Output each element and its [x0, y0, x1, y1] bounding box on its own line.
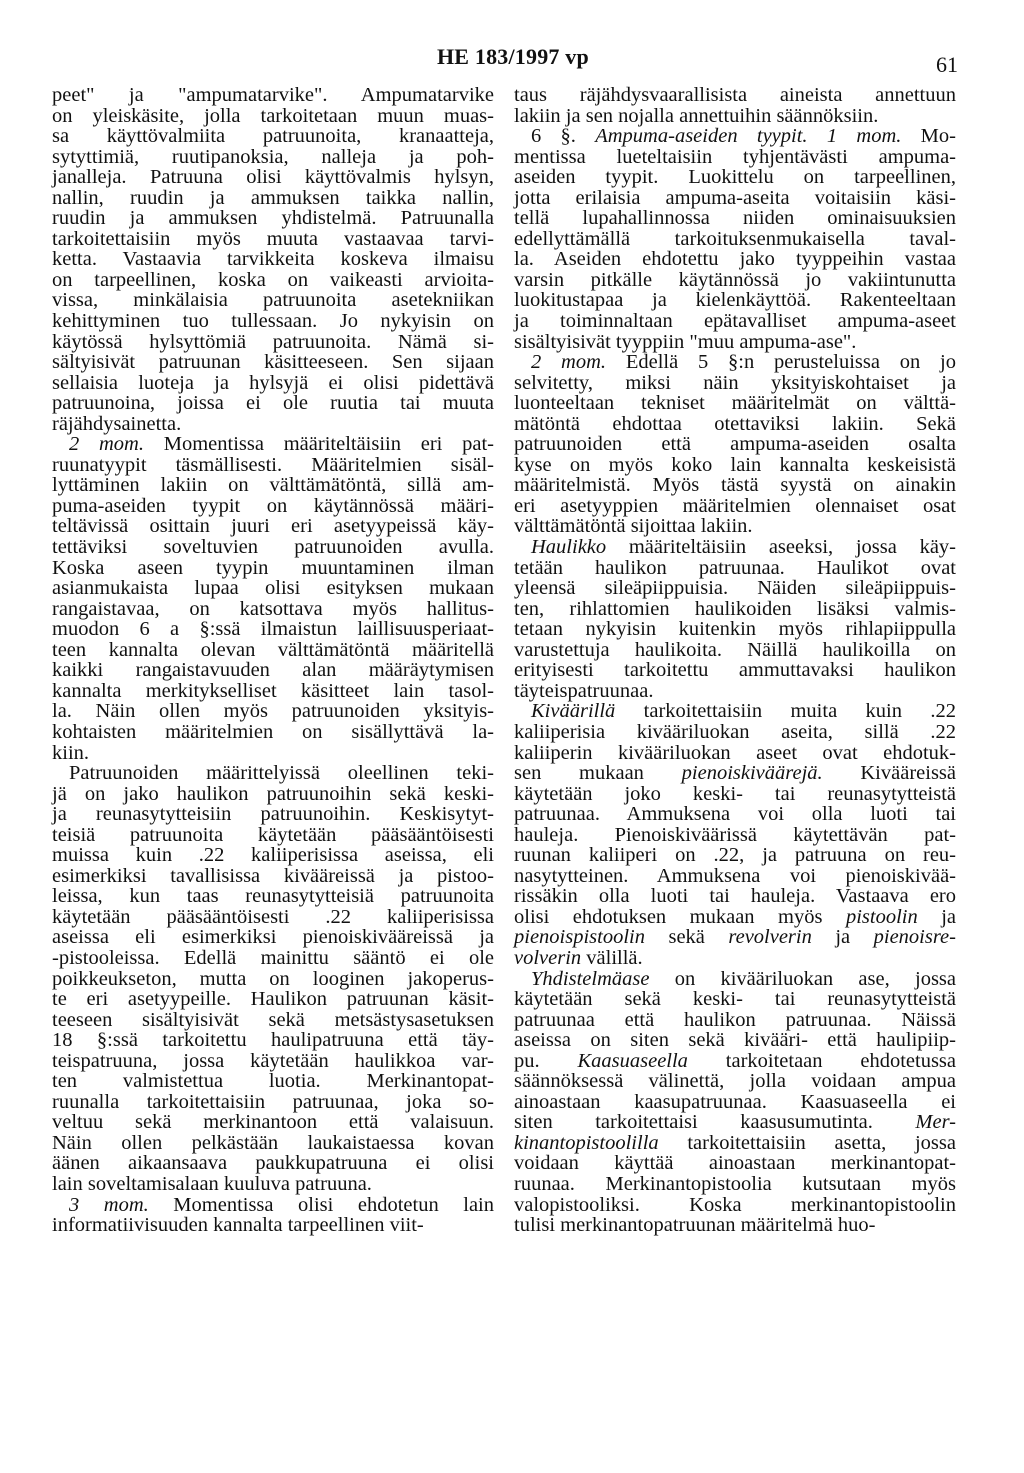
text-line [514, 845, 956, 866]
text-line [52, 1030, 494, 1051]
text-run: hauleja. Pienoiskiväärissä käytettävän pat- [514, 823, 956, 846]
text-run: teispatruuna, jossa käytetään haulikkoa var- [52, 1049, 494, 1072]
page-header [0, 44, 1024, 84]
text-run: -pistooleissa. Edellä mainittu sääntö ei ole [52, 946, 494, 969]
text-run: tarkoitettaisiin asetta, jossa [658, 1131, 956, 1154]
text-run: äänen aikaansaava paukkupatruuna ei olisi [52, 1152, 494, 1175]
text-line [52, 907, 494, 928]
text-line [514, 496, 956, 517]
text-line [514, 1133, 956, 1154]
text-run: patruunaa että haulikon patruunaa. Näissä [514, 1008, 956, 1031]
text-line [514, 927, 956, 948]
text-run: sytyttimiä, ruutipanoksia, nalleja ja poh- [52, 145, 494, 168]
text-run: pu. [514, 1049, 578, 1072]
text-line [514, 1153, 956, 1174]
text-run: Kivääreissä [822, 762, 956, 785]
text-line [514, 804, 956, 825]
text-run: sekä [644, 926, 729, 949]
text-line [52, 825, 494, 846]
text-run: la. Aseiden ehdotettu jako tyyppeihin vastaa [514, 248, 956, 271]
text-line [514, 270, 956, 291]
left-text-column [52, 85, 494, 1236]
text-run: selvitetty, miksi näin yksityiskohtaiset ja [514, 371, 956, 394]
text-line [52, 147, 494, 168]
text-line [514, 1215, 956, 1236]
text-line [514, 907, 956, 928]
text-run: puma-aseiden tyypit on käytännössä määri- [52, 494, 494, 517]
text-run: luokitustapaa ja kielenkäyttöä. Rakenteeltaan [514, 289, 956, 312]
italic-run: 2 mom. [531, 351, 607, 374]
text-run: käytetään sekä keski- tai reunasytytteistä [514, 988, 956, 1011]
right-text-column [514, 85, 956, 1236]
text-line [514, 681, 956, 702]
text-line [514, 229, 956, 250]
text-run: 18 §:ssä tarkoitettu haulipatruuna että täy- [52, 1029, 494, 1052]
text-run: räjähdysainetta. [52, 412, 182, 435]
italic-run: kinantopistoolilla [514, 1131, 659, 1154]
text-line [52, 845, 494, 866]
text-line [514, 188, 956, 209]
text-line [52, 290, 494, 311]
text-run: ja toiminnaltaan epätavalliset ampuma-aseet [514, 310, 956, 333]
text-line [514, 1030, 956, 1051]
text-line [52, 496, 494, 517]
text-line [52, 1051, 494, 1072]
text-line [52, 229, 494, 250]
text-line [52, 804, 494, 825]
text-run: Mo- [901, 125, 956, 148]
text-run: kyse on myös koko lain kannalta keskeisistä [514, 453, 956, 476]
italic-run: Yhdistelmäase [531, 967, 650, 990]
text-line [52, 352, 494, 373]
text-run: välttämätöntä sijoittaa lakiin. [514, 515, 753, 538]
italic-run: pienoiskiväärejä. [681, 762, 823, 785]
text-line [514, 825, 956, 846]
text-run: varustettuja haulikoita. Näillä haulikoilla on [514, 638, 956, 661]
text-run: ten, rihlattomien haulikoiden lisäksi valmis- [514, 597, 956, 620]
text-run: erityisesti tarkoitettu ammuttavaksi haulikon [514, 659, 956, 682]
italic-run: Ampuma-aseiden tyypit. 1 mom. [595, 125, 902, 148]
text-line [52, 373, 494, 394]
text-run: tellä lupahallinnossa niiden ominaisuuksien [514, 207, 956, 230]
text-line [52, 311, 494, 332]
text-line [52, 660, 494, 681]
text-line [514, 1174, 956, 1195]
text-line [52, 208, 494, 229]
text-run: patruunaa. Ammuksena voi olla luoti tai [514, 803, 956, 826]
text-run: sen mukaan [514, 762, 682, 785]
text-line [52, 866, 494, 887]
text-run: te eri asetyypeille. Haulikon patruunan käsit- [52, 988, 494, 1011]
text-run: lakiin ja sen nojalla annettuihin säännöksiin. [514, 104, 879, 127]
text-run: ruunalla tarkoitettaisiin patruunaa, joka so- [52, 1090, 494, 1113]
text-run: Koska aseen tyypin muuntaminen ilman [52, 556, 494, 579]
text-line [52, 106, 494, 127]
text-line [514, 352, 956, 373]
text-run: mentissa lueteltaisiin tyhjentävästi ampuma- [514, 145, 956, 168]
text-run: sältyisivät patruunan käsitteeseen. Sen sijaan [52, 351, 494, 374]
text-run: patruunoiden että ampuma-aseiden osalta [514, 433, 956, 456]
text-line [514, 434, 956, 455]
text-run: janalleja. Patruuna olisi käyttövalmis hylsyn, [52, 166, 494, 189]
italic-run: pistoolin [845, 905, 918, 928]
text-run: lain soveltamisalaan kuuluva patruuna. [52, 1172, 372, 1195]
text-line [514, 1195, 956, 1216]
text-run: peet" ja "ampumatarvike". Ampumatarvike [52, 84, 494, 106]
text-line [52, 989, 494, 1010]
text-run: luonteeltaan tekniset määritelmät on välttä- [514, 392, 956, 415]
text-line [514, 599, 956, 620]
text-run: Momentissa määriteltäisiin eri pat- [144, 433, 494, 456]
text-line [514, 886, 956, 907]
text-line [52, 455, 494, 476]
text-run: 6 §. [531, 125, 596, 148]
text-line [52, 1112, 494, 1133]
text-line [514, 558, 956, 579]
text-line [52, 434, 494, 455]
text-run: poikkeukseton, mutta on looginen jakoperus- [52, 967, 494, 990]
text-run: kaikki rangaistavuuden alan määräytymisen [52, 659, 494, 682]
text-line [52, 969, 494, 990]
text-run: on tarpeellinen, koska on vaikeasti arvioita- [52, 268, 494, 291]
italic-run: pienoispistoolin [514, 926, 645, 949]
text-line [514, 619, 956, 640]
text-run: aseiden tyypit. Luokittelu on tarpeellinen, [514, 166, 956, 189]
text-line [52, 763, 494, 784]
text-line [514, 393, 956, 414]
text-line [52, 927, 494, 948]
text-run: rissäkin olla luoti tai hauleja. Vastaava ero [514, 885, 956, 908]
text-line [514, 475, 956, 496]
text-line [52, 722, 494, 743]
text-run: taus räjähdysvaarallisista aineista annettuun [514, 84, 956, 106]
text-run: kaliiperisia kivääriluokan aseita, sillä .22 [514, 720, 956, 743]
text-run: tarkoitettaisiin myös muuta vastaavaa tarvi- [52, 227, 494, 250]
text-run: kohtaisten määritelmien on sisällyttävä la- [52, 720, 494, 743]
text-run: muodon 6 a §:ssä ilmaistun laillisuusperiaat- [52, 618, 494, 641]
text-run: edellyttämällä tarkoituksenmukaisella taval- [514, 227, 956, 250]
text-run: sellaisia luoteja ja hylsyjä ei olisi pidettävä [52, 371, 494, 394]
text-run: ainoastaan kaasupatruunaa. Kaasuaseella ei [514, 1090, 956, 1113]
text-line [52, 1195, 494, 1216]
text-run: on kivääriluokan ase, jossa [649, 967, 956, 990]
text-run: aseissa eli esimerkiksi pienoiskivääreissä ja [52, 926, 494, 949]
text-line [52, 948, 494, 969]
text-run: ja [811, 926, 874, 949]
text-run: veltuu sekä merkinantoon että valaisuun. [52, 1111, 494, 1134]
document-id: HE 183/1997 vp [437, 44, 589, 69]
text-line [52, 743, 494, 764]
text-line [52, 85, 494, 106]
text-line [514, 866, 956, 887]
text-line [514, 763, 956, 784]
text-run: jä on jako haulikon patruunoihin sekä keski- [52, 782, 494, 805]
text-run: on yleiskäsite, jolla tarkoitetaan muun muas- [52, 104, 494, 127]
text-run: voidaan käyttää ainoastaan merkinantopat- [514, 1152, 956, 1175]
text-run: Momentissa olisi ehdotetun lain [148, 1193, 494, 1216]
text-run: nallin, ruudin ja ammuksen taikka nallin, [52, 186, 494, 209]
text-line [514, 126, 956, 147]
text-line [52, 619, 494, 640]
text-line [52, 516, 494, 537]
text-run: siten tarkoitettaisi kaasusumutinta. [514, 1111, 916, 1134]
text-run: säännöksessä välinettä, jolla voidaan ampua [514, 1070, 956, 1093]
text-line [514, 373, 956, 394]
italic-run: Kiväärillä [531, 700, 616, 723]
text-line [514, 969, 956, 990]
text-run: jotta erilaisia ampuma-aseita voitaisiin käsi- [514, 186, 956, 209]
text-run: varsin pitkälle käytännössä jo vakiintunutta [514, 268, 956, 291]
text-line [52, 599, 494, 620]
italic-run: Haulikko [531, 536, 607, 559]
text-line [514, 1092, 956, 1113]
text-line [514, 743, 956, 764]
italic-run: 2 mom. [69, 433, 144, 456]
text-run: aseissa on siten sekä kivääri- että haulipiip- [514, 1029, 956, 1052]
text-run: asianmukaista lupaa olisi esityksen mukaan [52, 577, 494, 600]
italic-run: pienoisre- [873, 926, 956, 949]
text-line [52, 1215, 494, 1236]
text-line [52, 393, 494, 414]
text-run: käytetään pääsääntöisesti .22 kaliiperisissa [52, 905, 494, 928]
text-run: ten valmistettua luotia. Merkinantopat- [52, 1070, 494, 1093]
text-run: tetaan nykyisin kuitenkin myös rihlapiippulla [514, 618, 956, 641]
text-run: leissa, kun taas reunasytytteisiä patruunoita [52, 885, 494, 908]
text-run: määritelmistä. Myös tästä syystä on ainakin [514, 474, 956, 497]
text-line [52, 558, 494, 579]
text-run: tarkoitetaan ehdotetussa [687, 1049, 957, 1072]
text-line [514, 167, 956, 188]
text-line [52, 681, 494, 702]
text-run: tettäviksi soveltuvien patruunoiden avulla. [52, 536, 494, 559]
text-line [52, 578, 494, 599]
text-line [52, 249, 494, 270]
text-line [52, 1153, 494, 1174]
text-line [52, 1133, 494, 1154]
text-run: ja [917, 905, 956, 928]
text-line [514, 989, 956, 1010]
text-run: yleensä sileäpiippuisia. Näiden sileäpiippuis- [514, 577, 956, 600]
text-run: käytetään joko keski- tai reunasytytteistä [514, 782, 956, 805]
italic-run: Mer- [915, 1111, 956, 1134]
text-run: kehittyminen tuo tullessaan. Jo nykyisin on [52, 310, 494, 333]
text-line [514, 147, 956, 168]
italic-run: 3 mom. [69, 1193, 149, 1216]
text-run: teeseen sisältyisivät sekä metsästysasetuksen [52, 1008, 494, 1031]
page-number: 61 [936, 52, 958, 77]
text-run: käytössä hylsyttömiä patruunoita. Nämä si- [52, 330, 494, 353]
text-line [52, 1174, 494, 1195]
text-run: ruunatyypit täsmällisesti. Määritelmien sisäl- [52, 453, 494, 476]
text-line [52, 167, 494, 188]
text-run: tetään haulikon patruunaa. Haulikot ovat [514, 556, 956, 579]
text-line [52, 475, 494, 496]
text-line [52, 1010, 494, 1031]
text-run: sa käyttövalmiita patruunoita, kranaatteja, [52, 125, 494, 148]
text-line [514, 106, 956, 127]
text-line [52, 701, 494, 722]
text-line [514, 1010, 956, 1031]
text-run: vissa, minkälaisia patruunoita asetekniikan [52, 289, 494, 312]
text-run: kaliiperin kivääriluokan aseet ovat ehdotuk- [514, 741, 956, 764]
text-line [514, 85, 956, 106]
text-line [514, 516, 956, 537]
text-line [514, 311, 956, 332]
text-run: kiin. [52, 741, 90, 764]
text-run: ruunan kaliiperi on .22, ja patruuna on reu- [514, 844, 956, 867]
text-run: nasytytteinen. Ammuksena voi pienoiskivää- [514, 864, 956, 887]
text-run: teisiä patruunoita käytetään pääsääntöisesti [52, 823, 494, 846]
text-line [514, 948, 956, 969]
text-run: eri asetyyppien määritelmien olennaiset osat [514, 494, 956, 517]
text-line [514, 640, 956, 661]
text-line [514, 578, 956, 599]
text-line [514, 784, 956, 805]
text-line [52, 537, 494, 558]
text-line [514, 414, 956, 435]
text-run: mätöntä ehdottaa otettaviksi lakiin. Sekä [514, 412, 956, 435]
text-line [52, 188, 494, 209]
text-line [52, 270, 494, 291]
text-run: rangaistavaa, on katsottava myös hallitus- [52, 597, 494, 620]
text-line [514, 249, 956, 270]
text-run: Edellä 5 §:n perusteluissa on jo [606, 351, 957, 374]
text-line [514, 208, 956, 229]
text-run: muissa kuin .22 kaliiperisissa aseissa, eli [52, 844, 494, 867]
text-line [514, 1071, 956, 1092]
text-run: ketta. Vastaavia tarvikkeita koskeva ilmaisu [52, 248, 494, 271]
text-line [52, 1092, 494, 1113]
text-run: ja reunasytytteisiin patruunoihin. Keskisytyt- [52, 803, 494, 826]
text-run: tarkoitettaisiin muita kuin .22 [615, 700, 956, 723]
text-line [52, 886, 494, 907]
text-line [514, 722, 956, 743]
text-run: ruunaa. Merkinantopistoolia kutsutaan myös [514, 1172, 956, 1195]
text-run: määriteltäisiin aseeksi, jossa käy- [606, 536, 956, 559]
text-line [514, 332, 956, 353]
text-run: sisältyisivät tyyppiin "muu ampuma-ase". [514, 330, 857, 353]
text-line [514, 1112, 956, 1133]
text-line [514, 701, 956, 722]
text-run: teen kannalta olevan välttämätöntä määritellä [52, 638, 494, 661]
text-run: valopistooliksi. Koska merkinantopistoolin [514, 1193, 956, 1216]
text-line [514, 1051, 956, 1072]
text-run: ruudin ja ammuksen yhdistelmä. Patruunalla [52, 207, 494, 230]
italic-run: revolverin [728, 926, 812, 949]
text-line [52, 1071, 494, 1092]
text-run: kannalta merkitykselliset käsitteet lain tasol- [52, 679, 494, 702]
text-run: informatiivisuuden kannalta tarpeellinen viit- [52, 1214, 424, 1237]
text-line [52, 332, 494, 353]
italic-run: Kaasuaseella [577, 1049, 688, 1072]
text-run: olisi ehdotuksen mukaan myös [514, 905, 846, 928]
text-line [514, 660, 956, 681]
text-line [514, 455, 956, 476]
text-run: välillä. [581, 946, 643, 969]
text-run: esimerkiksi tavallisissa kivääreissä ja pistoo- [52, 864, 494, 887]
text-run: Patruunoiden määrittelyissä oleellinen teki- [69, 762, 494, 785]
text-run: teltävissä osittain juuri eri asetyypeissä käy- [52, 515, 494, 538]
text-run: patruunoina, joissa ei ole ruutia tai muuta [52, 392, 494, 415]
text-run: lyttäminen lakiin on välttämätöntä, sillä am- [52, 474, 494, 497]
text-line [52, 126, 494, 147]
text-line [514, 537, 956, 558]
text-run: tulisi merkinantopatruunan määritelmä huo- [514, 1214, 876, 1237]
italic-run: volverin [514, 946, 582, 969]
text-line [514, 290, 956, 311]
text-run: la. Näin ollen myös patruunoiden yksityis- [52, 700, 494, 723]
text-run: Näin ollen pelkästään laukaistaessa kovan [52, 1131, 494, 1154]
text-run: täyteispatruunaa. [514, 679, 654, 702]
text-line [52, 784, 494, 805]
text-line [52, 640, 494, 661]
text-line [52, 414, 494, 435]
